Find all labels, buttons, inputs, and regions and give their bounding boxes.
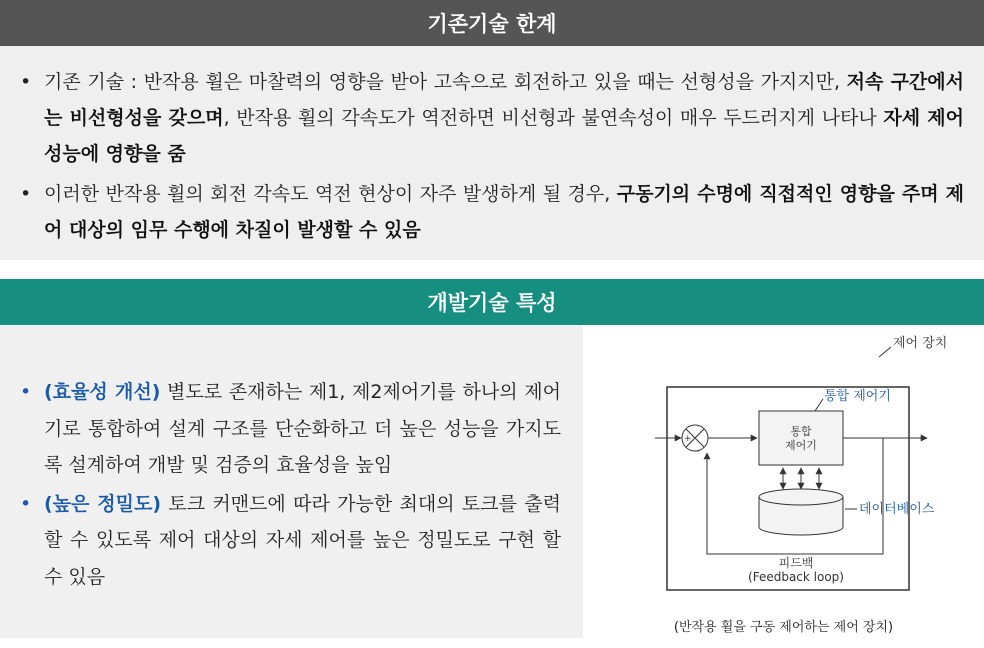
list-item xyxy=(0,64,964,172)
section2-bullet-list xyxy=(0,325,583,595)
bullet-emphasis: 구동기의 수명에 직접적인 영향을 주며 제어 대상의 임무 수행에 차질이 발생할 수 있음 xyxy=(44,183,964,241)
bullet-text: , 반작용 휠의 각속도가 역전하면 비선형과 불연속성이 매우 두드러지게 나타나 xyxy=(223,107,884,129)
integrated-controller-box xyxy=(759,411,843,465)
bullet-emphasis: 자세 제어 성능에 영향을 줌 xyxy=(44,107,965,165)
list-item xyxy=(0,374,561,484)
plus-sign: + xyxy=(684,434,692,444)
section2-header xyxy=(0,279,984,325)
section1-body xyxy=(0,46,984,260)
section1-bullet-list xyxy=(0,46,984,248)
feedback-label-en: (Feedback loop) xyxy=(748,570,844,584)
controller-box-line2: 제어기 xyxy=(785,439,817,452)
minus-sign: − xyxy=(692,446,701,457)
section2-body xyxy=(0,325,583,638)
device-callout-line xyxy=(879,347,891,357)
list-item xyxy=(0,486,561,596)
label-integrated-controller: 통합 제어기 xyxy=(824,389,891,404)
bullet-tag: (높은 정밀도) xyxy=(44,492,162,515)
section2-title: 개발기술 특성 xyxy=(427,291,557,315)
list-item xyxy=(0,176,964,248)
bullet-text: 토크 커맨드에 따라 가능한 최대의 토크를 출력할 수 있도록 제어 대상의 자세 제어를 높은 정밀도로 구현 할 수 있음 xyxy=(44,492,561,588)
database-icon xyxy=(759,489,843,535)
section1-title: 기존기술 한계 xyxy=(427,12,557,36)
feedback-label-ko: 피드백 xyxy=(778,556,814,570)
label-control-device: 제어 장치 xyxy=(893,336,948,351)
control-device-diagram xyxy=(583,325,984,648)
bullet-tag: (효율성 개선) xyxy=(44,381,161,403)
diagram-caption: (반작용 휠을 구동 제어하는 제어 장치) xyxy=(673,620,894,635)
bullet-text: 기존 기술 : 반작용 휠은 마찰력의 영향을 받아 고속으로 회전하고 있을 때는 선형성을 가지지만, xyxy=(44,71,847,93)
bullet-text: 이러한 반작용 휠의 회전 각속도 역전 현상이 자주 발생하게 될 경우, xyxy=(44,183,617,205)
bullet-emphasis: 저속 구간에서는 비선형성을 갖으며 xyxy=(44,71,964,129)
section1-header xyxy=(0,0,984,46)
label-database: 데이터베이스 xyxy=(859,502,935,517)
bullet-text: 별도로 존재하는 제1, 제2제어기를 하나의 제어기로 통합하여 설계 구조를 단순화하고 더 높은 성능을 가지도록 설계하여 개발 및 검증의 효율성을 높임 xyxy=(44,381,561,476)
controller-box-line1: 통합 xyxy=(790,425,812,438)
